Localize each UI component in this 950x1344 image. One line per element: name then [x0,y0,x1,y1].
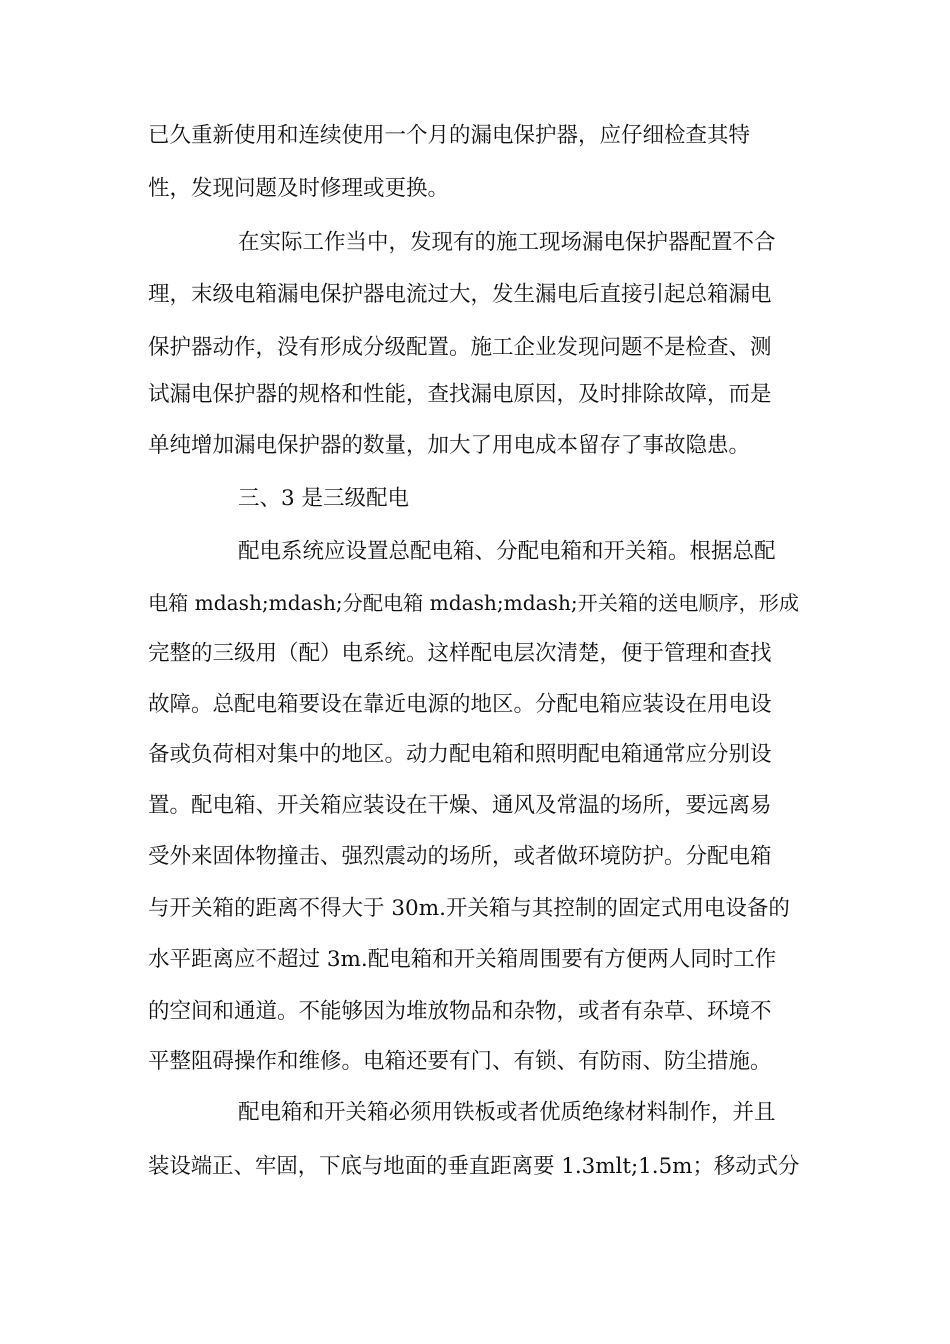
text-line: 装设端正、牢固，下底与地面的垂直距离要 1.3mlt;1.5m；移动式分 [148,1154,800,1179]
text-line: 水平距离应不超过 3m.配电箱和开关箱周围要有方便两人同时工作 [148,947,777,972]
text-line: 平整阻碍操作和维修。电箱还要有门、有锁、有防雨、防尘措施。 [148,1049,772,1074]
text-line: 单纯增加漏电保护器的数量，加大了用电成本留存了事故隐患。 [148,433,751,458]
text-line: 受外来固体物撞击、强烈震动的场所，或者做环境防护。分配电箱 [148,844,772,869]
text-line: 的空间和通道。不能够因为堆放物品和杂物，或者有杂草、环境不 [148,999,772,1024]
text-line: 理，末级电箱漏电保护器电流过大，发生漏电后直接引起总箱漏电 [148,282,772,307]
text-line: 性，发现问题及时修理或更换。 [148,176,450,201]
text-line: 电箱 mdash;mdash;分配电箱 mdash;mdash;开关箱的送电顺序，形成 [148,591,800,615]
paragraph-start: 在实际工作当中，发现有的施工现场漏电保护器配置不合 [238,230,776,255]
text-line: 完整的三级用（配）电系统。这样配电层次清楚，便于管理和查找 [148,641,772,666]
text-line: 与开关箱的距离不得大于 30m.开关箱与其控制的固定式用电设备的 [148,896,790,921]
paragraph-start: 配电箱和开关箱必须用铁板或者优质绝缘材料制作，并且 [238,1100,776,1125]
text-line: 故障。总配电箱要设在靠近电源的地区。分配电箱应装设在用电设 [148,692,772,717]
text-line: 备或负荷相对集中的地区。动力配电箱和照明配电箱通常应分别设 [148,742,772,767]
text-line: 试漏电保护器的规格和性能，查找漏电原因，及时排除故障，而是 [148,382,772,407]
text-line: 保护器动作，没有形成分级配置。施工企业发现问题不是检查、测 [148,335,772,360]
paragraph-start: 配电系统应设置总配电箱、分配电箱和开关箱。根据总配 [238,539,776,564]
text-line: 置。配电箱、开关箱应装设在干燥、通风及常温的场所，要远离易 [148,793,772,818]
text-line: 已久重新使用和连续使用一个月的漏电保护器，应仔细检查其特 [148,123,751,148]
section-heading: 三、3 是三级配电 [238,486,410,511]
